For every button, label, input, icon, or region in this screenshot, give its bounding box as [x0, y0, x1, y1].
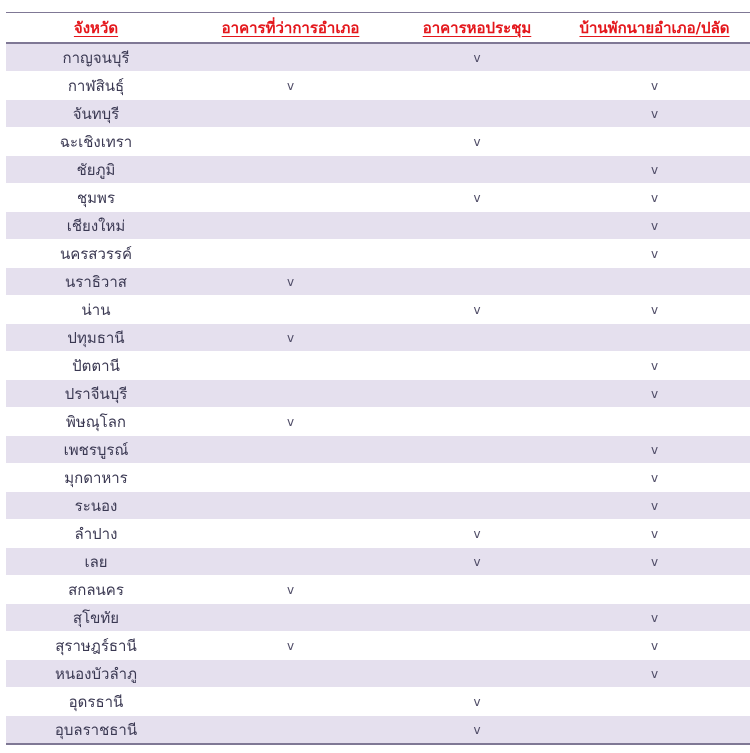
meeting-hall-mark: [395, 604, 559, 632]
table-row: [6, 520, 750, 548]
district-office-mark: [186, 352, 395, 380]
district-office-mark: [186, 43, 395, 72]
district-office-mark: [186, 548, 395, 576]
residence-mark: [559, 688, 750, 716]
residence-mark: v: [559, 660, 750, 688]
province-cell: เพชรบูรณ์: [6, 436, 186, 464]
table-row: [6, 268, 750, 296]
residence-mark: [559, 408, 750, 436]
province-cell: สุราษฎร์ธานี: [6, 632, 186, 660]
province-cell: ฉะเชิงเทรา: [6, 128, 186, 156]
province-cell: เลย: [6, 548, 186, 576]
table-row: [6, 240, 750, 268]
district-office-mark: [186, 464, 395, 492]
table-body: [6, 43, 750, 744]
province-cell: เชียงใหม่: [6, 212, 186, 240]
province-cell: กาฬสินธุ์: [6, 72, 186, 100]
province-cell: อุดรธานี: [6, 688, 186, 716]
district-office-mark: [186, 184, 395, 212]
table-row: [6, 660, 750, 688]
header-district-office: อาคารที่ว่าการอำเภอ: [186, 13, 395, 44]
residence-mark: v: [559, 604, 750, 632]
meeting-hall-mark: [395, 632, 559, 660]
district-office-mark: [186, 436, 395, 464]
table-row: [6, 380, 750, 408]
table-row: [6, 688, 750, 716]
residence-mark: [559, 268, 750, 296]
meeting-hall-mark: [395, 212, 559, 240]
table-row: [6, 324, 750, 352]
residence-mark: v: [559, 352, 750, 380]
district-office-mark: v: [186, 576, 395, 604]
meeting-hall-mark: v: [395, 688, 559, 716]
province-cell: หนองบัวลำภู: [6, 660, 186, 688]
district-office-mark: [186, 604, 395, 632]
table-row: [6, 156, 750, 184]
table-row: [6, 604, 750, 632]
residence-mark: v: [559, 240, 750, 268]
residence-mark: v: [559, 212, 750, 240]
table-row: [6, 576, 750, 604]
district-office-mark: [186, 212, 395, 240]
province-cell: ชุมพร: [6, 184, 186, 212]
meeting-hall-mark: [395, 240, 559, 268]
district-office-mark: [186, 660, 395, 688]
district-office-mark: v: [186, 72, 395, 100]
residence-mark: v: [559, 520, 750, 548]
district-office-mark: v: [186, 632, 395, 660]
district-office-mark: [186, 380, 395, 408]
meeting-hall-mark: [395, 492, 559, 520]
table-row: [6, 352, 750, 380]
province-cell: สุโขทัย: [6, 604, 186, 632]
meeting-hall-mark: v: [395, 184, 559, 212]
province-cell: สกลนคร: [6, 576, 186, 604]
meeting-hall-mark: [395, 268, 559, 296]
province-cell: ปัตตานี: [6, 352, 186, 380]
residence-mark: [559, 716, 750, 745]
residence-mark: [559, 43, 750, 72]
residence-mark: [559, 324, 750, 352]
district-office-mark: [186, 296, 395, 324]
table-row: [6, 296, 750, 324]
header-meeting-hall: อาคารหอประชุม: [395, 13, 559, 44]
meeting-hall-mark: [395, 660, 559, 688]
province-cell: นราธิวาส: [6, 268, 186, 296]
table-row: [6, 492, 750, 520]
header-province: จังหวัด: [6, 13, 186, 44]
meeting-hall-mark: v: [395, 296, 559, 324]
province-cell: พิษณุโลก: [6, 408, 186, 436]
meeting-hall-mark: v: [395, 43, 559, 72]
meeting-hall-mark: [395, 576, 559, 604]
residence-mark: v: [559, 464, 750, 492]
header-official-residence: บ้านพักนายอำเภอ/ปลัด: [559, 13, 750, 44]
province-cell: อุบลราชธานี: [6, 716, 186, 745]
residence-mark: [559, 128, 750, 156]
meeting-hall-mark: v: [395, 520, 559, 548]
district-office-mark: [186, 520, 395, 548]
meeting-hall-mark: [395, 324, 559, 352]
table-row: [6, 464, 750, 492]
district-office-mark: [186, 688, 395, 716]
province-cell: นครสวรรค์: [6, 240, 186, 268]
residence-mark: v: [559, 156, 750, 184]
table-row: [6, 43, 750, 72]
meeting-hall-mark: v: [395, 128, 559, 156]
province-cell: ชัยภูมิ: [6, 156, 186, 184]
residence-mark: v: [559, 632, 750, 660]
meeting-hall-mark: [395, 156, 559, 184]
meeting-hall-mark: [395, 380, 559, 408]
province-cell: มุกดาหาร: [6, 464, 186, 492]
residence-mark: v: [559, 72, 750, 100]
province-cell: กาญจนบุรี: [6, 43, 186, 72]
meeting-hall-mark: [395, 100, 559, 128]
table-row: [6, 72, 750, 100]
residence-mark: v: [559, 296, 750, 324]
district-office-mark: [186, 240, 395, 268]
province-building-table: [6, 12, 750, 745]
table-row: [6, 212, 750, 240]
district-office-mark: [186, 492, 395, 520]
table-row: [6, 716, 750, 745]
province-cell: ปทุมธานี: [6, 324, 186, 352]
meeting-hall-mark: [395, 464, 559, 492]
province-cell: จันทบุรี: [6, 100, 186, 128]
district-office-mark: [186, 128, 395, 156]
residence-mark: v: [559, 100, 750, 128]
header-row: [6, 13, 750, 44]
residence-mark: v: [559, 184, 750, 212]
table-row: [6, 184, 750, 212]
meeting-hall-mark: v: [395, 716, 559, 745]
meeting-hall-mark: [395, 408, 559, 436]
meeting-hall-mark: [395, 436, 559, 464]
meeting-hall-mark: [395, 352, 559, 380]
district-office-mark: v: [186, 268, 395, 296]
district-office-mark: v: [186, 408, 395, 436]
residence-mark: v: [559, 548, 750, 576]
province-cell: ลำปาง: [6, 520, 186, 548]
district-office-mark: [186, 156, 395, 184]
residence-mark: v: [559, 492, 750, 520]
table-header: [6, 13, 750, 44]
table-row: [6, 100, 750, 128]
table-row: [6, 436, 750, 464]
district-office-mark: [186, 100, 395, 128]
residence-mark: v: [559, 380, 750, 408]
table-row: [6, 632, 750, 660]
meeting-hall-mark: v: [395, 548, 559, 576]
table-row: [6, 408, 750, 436]
residence-mark: v: [559, 436, 750, 464]
residence-mark: [559, 576, 750, 604]
district-office-mark: v: [186, 324, 395, 352]
province-cell: ปราจีนบุรี: [6, 380, 186, 408]
province-cell: ระนอง: [6, 492, 186, 520]
province-cell: น่าน: [6, 296, 186, 324]
table-row: [6, 548, 750, 576]
meeting-hall-mark: [395, 72, 559, 100]
district-office-mark: [186, 716, 395, 745]
table-row: [6, 128, 750, 156]
